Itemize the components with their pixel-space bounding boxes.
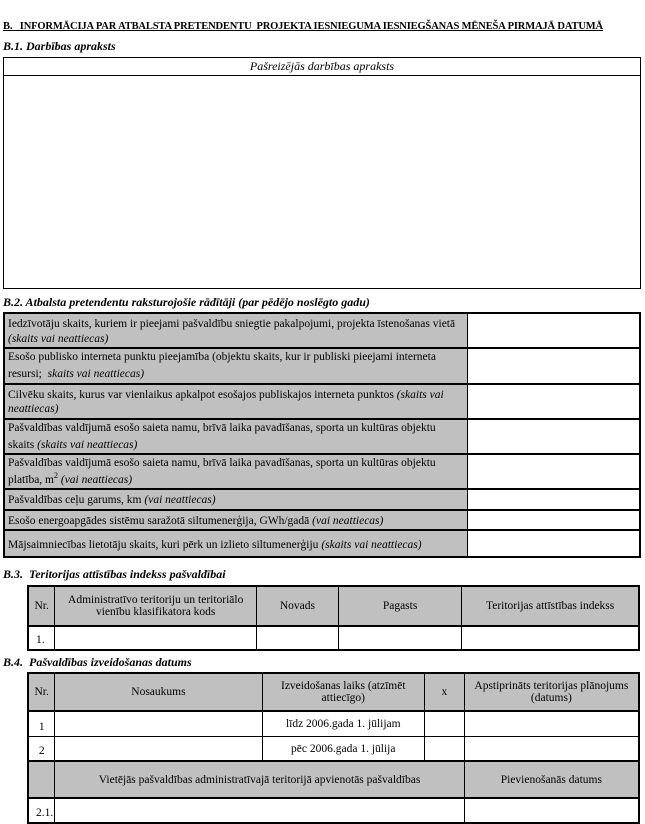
b4-plan-date-input-cell[interactable] bbox=[464, 736, 639, 761]
label-text: Pašvaldības valdījumā esošo saieta namu, brīvā laika pavadīšanas, sporta un kultūras objektu skaits bbox=[8, 421, 436, 451]
table-row bbox=[4, 58, 641, 76]
table-row bbox=[4, 76, 641, 289]
b3-row-number: 1. bbox=[28, 626, 55, 650]
b4-merged-row-spacer bbox=[28, 761, 55, 798]
b3-novads-input-cell[interactable] bbox=[257, 626, 339, 650]
b3-table bbox=[27, 585, 640, 651]
label-note: (skaits vai neattiecas) bbox=[8, 388, 444, 416]
table-row bbox=[4, 384, 640, 419]
b3-pagasts-input-cell[interactable] bbox=[338, 626, 461, 650]
b2-row-value-cell[interactable] bbox=[468, 419, 640, 454]
b2-row-label bbox=[4, 530, 468, 557]
b4-table bbox=[27, 672, 640, 824]
b2-table bbox=[3, 312, 641, 558]
b2-row-label bbox=[4, 313, 468, 348]
b3-header-code: Administratīvo teritoriju un teritoriālo vienību klasifikatora kods bbox=[55, 586, 257, 626]
table-row bbox=[28, 736, 639, 761]
b2-row-value-cell[interactable] bbox=[468, 348, 640, 383]
b4-joined-municipality-input-cell[interactable] bbox=[55, 798, 464, 823]
b3-header-index: Teritorijas attīstības indekss bbox=[462, 586, 639, 626]
b2-row-value-cell[interactable] bbox=[468, 454, 640, 489]
b2-row-value-cell[interactable] bbox=[468, 530, 640, 557]
b3-code-input-cell[interactable] bbox=[55, 626, 257, 650]
label-text: Esošo energoapgādes sistēmu saražotā siltumenerģija, GWh/gadā bbox=[8, 514, 313, 527]
b4-join-date-input-cell[interactable] bbox=[464, 798, 639, 823]
b2-row-value-cell[interactable] bbox=[468, 313, 640, 348]
b4-row-number: 2 bbox=[28, 736, 55, 761]
b2-row-label bbox=[4, 419, 468, 454]
table-row bbox=[4, 313, 640, 348]
label-superscript: 2 bbox=[54, 470, 58, 480]
table-row bbox=[4, 419, 640, 454]
b4-header-name: Nosaukums bbox=[55, 673, 262, 711]
label-text: Mājsaimniecības lietotāju skaits, kuri pērk un izlieto siltumenerģiju bbox=[8, 538, 322, 551]
b4-x-mark-cell[interactable] bbox=[425, 736, 465, 761]
label-note: skaits vai neattiecas) bbox=[47, 367, 145, 380]
label-note: (vai neattiecas) bbox=[58, 473, 133, 486]
table-row bbox=[4, 489, 640, 510]
table-row bbox=[4, 348, 640, 383]
section-b-title: B. INFORMĀCIJA PAR ATBALSTA PRETENDENTU PROJEKTA IESNIEGUMA IESNIEGŠANAS MĒNEŠA PIRMAJĀ DATUMĀ bbox=[3, 21, 603, 32]
b4-merged-header-row bbox=[28, 761, 639, 798]
label-note: (skaits vai neattiecas) bbox=[321, 538, 422, 551]
b3-header-pagasts: Pagasts bbox=[338, 586, 461, 626]
label-text: Pašvaldības valdījumā esošo saieta namu, brīvā laika pavadīšanas, sporta un kultūras objektu platība, m bbox=[8, 457, 436, 486]
b4-header-time: Izveidošanas laiks (atzīmēt attiecīgo) bbox=[262, 673, 425, 711]
table-header-row bbox=[28, 586, 639, 626]
b1-description-input-area[interactable] bbox=[4, 76, 641, 289]
table-header-row bbox=[28, 673, 639, 711]
label-note: (skaits vai neattiecas) bbox=[37, 438, 138, 451]
label-note: (vai neattiecas) bbox=[144, 494, 216, 507]
table-row bbox=[28, 711, 639, 736]
label-text: Iedzīvotāju skaits, kuriem ir pieejami pašvaldību sniegtie pakalpojumi, projekta īstenošanas vietā bbox=[8, 317, 456, 330]
label-text: Esošo publisko interneta punktu pieejamība (objektu skaits, kur ir publiski pieejami interneta resursi; bbox=[8, 351, 436, 380]
table-row bbox=[28, 626, 639, 650]
b1-table bbox=[3, 57, 641, 289]
b4-time-option-label: pēc 2006.gada 1. jūlija bbox=[262, 736, 425, 761]
table-row bbox=[28, 798, 639, 823]
b2-heading: B.2. Atbalsta pretendentu raksturojošie rādītāji (par pēdējo noslēgto gadu) bbox=[3, 295, 370, 309]
label-text: Pašvaldības ceļu garums, km bbox=[8, 494, 145, 507]
b4-header-nr: Nr. bbox=[28, 673, 55, 711]
table-row bbox=[4, 530, 640, 557]
label-note: (skaits vai neattiecas) bbox=[8, 332, 109, 345]
b2-row-label bbox=[4, 384, 468, 419]
b4-header-plan: Apstiprināts teritorijas plānojums (datums) bbox=[464, 673, 639, 711]
b4-name-input-cell[interactable] bbox=[55, 711, 262, 736]
b1-table-header: Pašreizējās darbības apraksts bbox=[4, 58, 641, 76]
b4-plan-date-input-cell[interactable] bbox=[464, 711, 639, 736]
b4-heading: B.4. Pašvaldības izveidošanas datums bbox=[3, 655, 192, 670]
b4-join-date-header: Pievienošanās datums bbox=[464, 761, 639, 798]
b2-row-label bbox=[4, 454, 468, 489]
label-note: (vai neattiecas) bbox=[312, 514, 384, 527]
b2-row-label bbox=[4, 510, 468, 531]
b3-header-novads: Novads bbox=[257, 586, 339, 626]
b4-x-mark-cell[interactable] bbox=[425, 711, 465, 736]
b2-row-value-cell[interactable] bbox=[468, 510, 640, 531]
b2-row-value-cell[interactable] bbox=[468, 489, 640, 510]
label-text: Cilvēku skaits, kurus var vienlaikus apkalpot esošajos publiskajos interneta punktos bbox=[8, 388, 397, 401]
b4-sub-row-number: 2.1. bbox=[28, 798, 55, 823]
b4-time-option-label: līdz 2006.gada 1. jūlijam bbox=[262, 711, 425, 736]
b4-row-number: 1 bbox=[28, 711, 55, 736]
b2-row-label bbox=[4, 489, 468, 510]
b4-name-input-cell[interactable] bbox=[55, 736, 262, 761]
b3-index-input-cell[interactable] bbox=[462, 626, 639, 650]
b4-merged-label: Vietējās pašvaldības administratīvajā teritorijā apvienotās pašvaldības bbox=[55, 761, 464, 798]
b2-row-label bbox=[4, 348, 468, 383]
b2-row-value-cell[interactable] bbox=[468, 384, 640, 419]
b1-heading: B.1. Darbības apraksts bbox=[3, 39, 116, 53]
b3-header-nr: Nr. bbox=[28, 586, 55, 626]
table-row bbox=[4, 454, 640, 489]
b4-header-x: x bbox=[425, 673, 465, 711]
b3-heading: B.3. Teritorijas attīstības indekss pašvaldībai bbox=[3, 567, 226, 582]
table-row bbox=[4, 510, 640, 531]
